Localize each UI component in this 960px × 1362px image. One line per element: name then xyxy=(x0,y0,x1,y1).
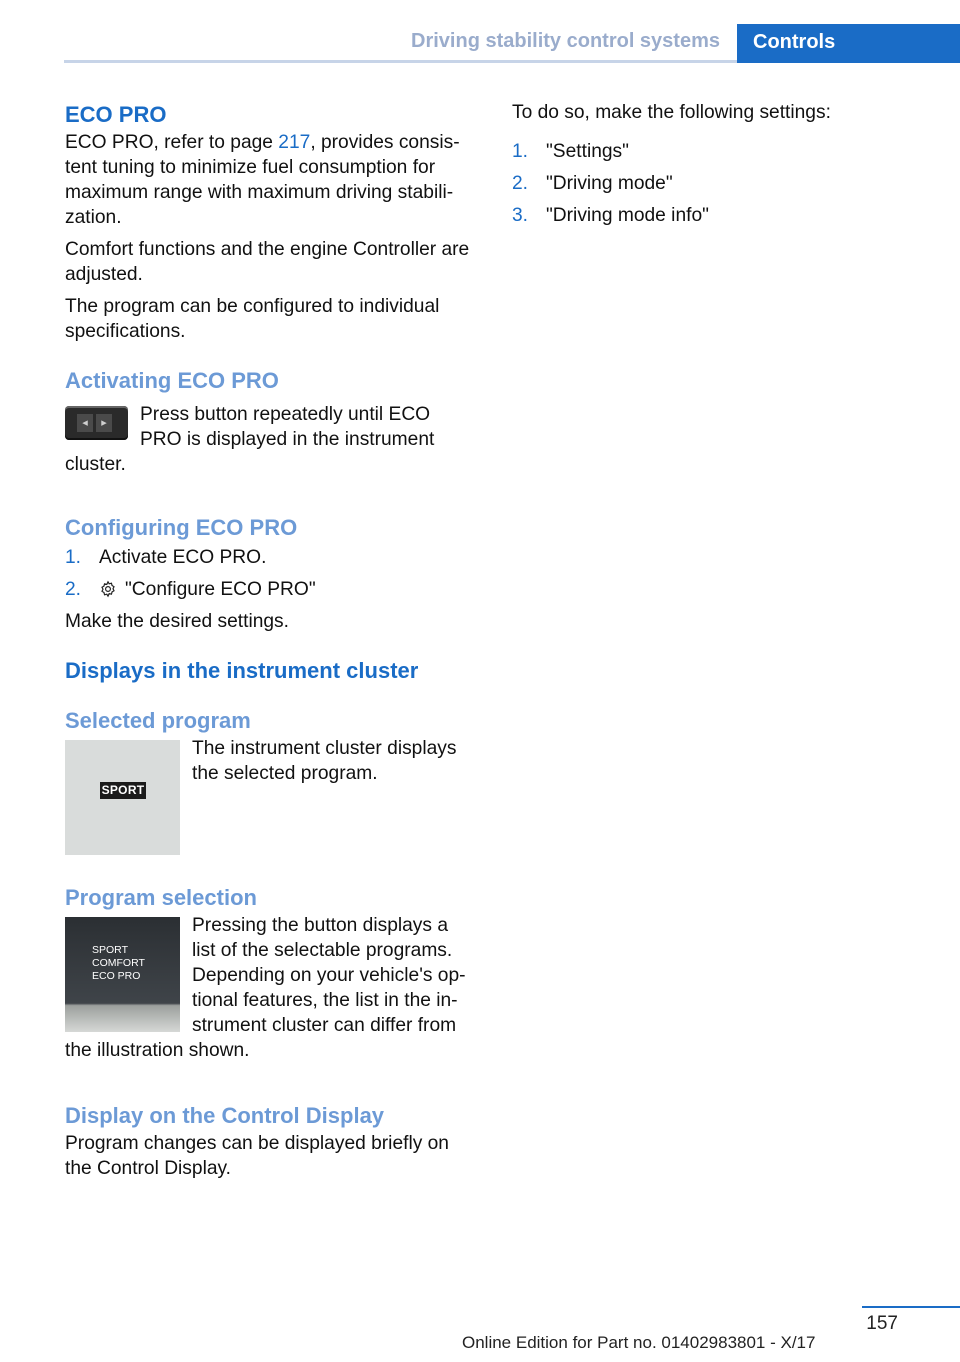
configurable-text: The program can be configured to individual specifications. xyxy=(65,296,440,342)
list-item xyxy=(512,139,912,164)
footer-edition: Online Edition for Part no. 01402983801 - X/17 xyxy=(462,1333,816,1352)
step-text: "Configure ECO PRO" xyxy=(125,579,316,600)
list-item xyxy=(512,203,912,228)
eco-pro-intro-post: , provides consis‐ tent tuning to minimize fuel consumption for maximum range with maximum driving stabili‐ zation. xyxy=(65,132,460,228)
step-number: 2. xyxy=(512,173,529,194)
step-number: 3. xyxy=(512,205,529,226)
step-number: 2. xyxy=(65,579,82,600)
step-text: "Driving mode" xyxy=(546,173,673,194)
config-steps xyxy=(65,545,475,602)
selected-program-text: The instrument cluster displays the selected program. xyxy=(192,738,457,784)
selected-program-image xyxy=(65,740,180,855)
program-selection-block xyxy=(65,913,475,1063)
driving-mode-button-image xyxy=(65,406,128,440)
sport-badge: SPORT xyxy=(101,783,145,797)
step-text: Activate ECO PRO. xyxy=(99,547,267,568)
list-item xyxy=(65,545,475,570)
heading-selected-program: Selected program xyxy=(65,708,251,733)
settings-intro: To do so, make the following settings: xyxy=(512,102,831,123)
heading-eco-pro: ECO PRO xyxy=(65,102,167,127)
program-selection-text: Pressing the button displays a list of the selectable programs. Depending on your vehicle's op‐ tional features, the list in the in‐ strument cluster can differ from the illustration shown. xyxy=(65,915,466,1061)
menu-item-eco-pro: ECO PRO xyxy=(92,970,141,982)
list-item xyxy=(512,171,912,196)
step-text: "Driving mode info" xyxy=(546,205,709,226)
header-section-title: Driving stability control systems xyxy=(411,30,720,52)
rocker-right-icon: ▸ xyxy=(96,414,112,432)
heading-program-selection: Program selection xyxy=(65,885,257,910)
settings-steps xyxy=(512,139,912,228)
selected-program-block xyxy=(65,736,475,859)
rocker-left-icon: ◂ xyxy=(77,414,93,432)
activating-block xyxy=(65,402,475,477)
heading-displays-instrument-cluster: Displays in the instrument cluster xyxy=(65,658,419,683)
comfort-functions-text: Comfort functions and the engine Controller are adjusted. xyxy=(65,239,470,285)
program-selection-image xyxy=(65,917,180,1032)
page-number-rule xyxy=(862,1306,960,1308)
list-item xyxy=(65,577,475,602)
right-column xyxy=(512,100,912,235)
eco-pro-intro xyxy=(65,130,475,230)
heading-display-control-display: Display on the Control Display xyxy=(65,1103,385,1128)
heading-activating-eco-pro: Activating ECO PRO xyxy=(65,368,279,393)
activating-text: Press button repeatedly until ECO PRO is displayed in the instrument cluster. xyxy=(65,404,435,475)
eco-pro-intro-pre: ECO PRO, refer to page xyxy=(65,132,279,153)
page-number: 157 xyxy=(866,1313,898,1334)
config-after-text: Make the desired settings. xyxy=(65,611,289,632)
step-number: 1. xyxy=(65,547,82,568)
step-number: 1. xyxy=(512,141,529,162)
step-text: "Settings" xyxy=(546,141,629,162)
page-link-217[interactable]: 217 xyxy=(278,132,311,153)
menu-item-sport: SPORT xyxy=(92,944,128,956)
menu-item-comfort: COMFORT xyxy=(92,957,145,969)
heading-configuring-eco-pro: Configuring ECO PRO xyxy=(65,515,298,540)
header-chapter-tab: Controls xyxy=(737,24,960,63)
control-display-text: Program changes can be displayed briefly on the Control Display. xyxy=(65,1133,449,1179)
gear-icon xyxy=(99,580,117,598)
left-column xyxy=(65,100,475,1181)
